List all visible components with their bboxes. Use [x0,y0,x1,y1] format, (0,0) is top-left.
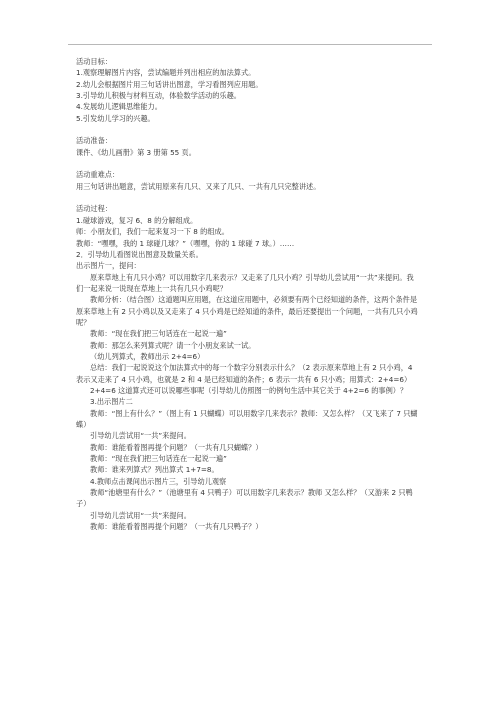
spacer [76,158,420,169]
process-line: 引导幼儿尝试用“一共”来提问。 [90,510,191,520]
process-line: 教师：那怎么来列算式呢？请一个小朋友来试一试。 [90,340,256,350]
process-line: 1.碰球游戏，复习 6、8 的分解组成。 [76,215,198,225]
goal-item: 2.幼儿会根据图片用三句话讲出图意，学习看图列应用题。 [76,79,263,89]
document-body [76,56,420,532]
process-heading: 活动过程： [76,204,112,214]
spacer [76,192,420,203]
top-divider [68,44,432,45]
process-line: 出示图片一，提问： [76,261,141,271]
goal-item: 4.发展幼儿逻辑思维能力。 [76,102,162,112]
process-line: 教师：“现在我们把三句话连在一起说一遍” [90,329,227,339]
prep-text: 课件、《幼儿画册》第 3 册第 55 页。 [76,147,196,157]
process-line: 2+4=6 这道算式还可以说哪些事呢（引导幼儿仿照图一的例句生活中其它关于 4+2=6 的事例）？ [90,385,408,395]
process-line: 教师：谁能看着图再提个问题？（一共有几只蝴蝶？） [90,442,263,452]
process-line: 教师“池塘里有什么？”（池塘里有 4 只鸭子）可以用数字几来表示？教师 又怎么样？（又游来 2 只鸭子） [76,488,413,509]
process-line: 原来草地上有几只小鸡？可以用数字几来表示？又走来了几只小鸡？引导幼儿尝试用“一共”来提问。我们一起来说一说现在草地上一共有几只小鸡呢？ [76,272,414,293]
process-line: 4.教师点击课间出示图片三，引导幼儿观察 [90,476,227,486]
process-line: 教师：“现在我们把三句话连在一起说一遍” [90,454,227,464]
prep-heading: 活动准备： [76,136,112,146]
process-line: 2．引导幼儿看图说出图意及数量关系。 [76,249,203,259]
process-line: 教师：谁来列算式？列出算式 1+7=8。 [90,465,219,475]
process-line: 引导幼儿尝试用“一共”来提问。 [90,431,191,441]
process-line: 师：小朋友们，我们一起来复习一下 8 的组成。 [76,227,229,237]
process-line: 总结：我们一起说说这个加法算式中的每一个数字分别表示什么？（2 表示原来草地上有 2 只小鸡，4 表示又走来了 4 只小鸡，也就是 2 和 4 是已经知道的条件；6 表示一共有 6 只小鸡；用算式：2+4=6） [76,363,413,384]
process-line: 教师分析：（结合图）这道题叫应用题，在这道应用题中，必须要有两个已经知道的条件，这两个条件是 原来草地上有 2 只小鸡以及又走来了 4 只小鸡是已经知道的条件，最后还要提出一个问题，一共有几只小鸡呢？ [76,295,418,327]
process-line: 教师：“图上有什么？”（图上有 1 只蝴蝶）可以用数字几来表示？教师：又怎么样？（又飞来了 7 只蝴蝶） [76,408,418,429]
key-text: 用三句话讲出题意，尝试用原来有几只、又来了几只、一共有几只完整讲述。 [76,181,321,191]
goal-item: 5.引发幼儿学习的兴趣。 [76,113,155,123]
goal-item: 3.引导幼儿积极与材料互动，体验数学活动的乐趣。 [76,91,241,101]
process-line: （幼儿列算式，教师出示 2+4=6） [90,351,205,361]
process-line: 3.出示图片二 [90,397,133,407]
goals-heading: 活动目标： [76,57,112,66]
process-line: 教师：“嘿嘿，我的 1 球碰几球？”（嘿嘿，你的 1 球碰 7 球。）…… [76,238,295,248]
goal-item: 1.观察理解图片内容，尝试编题并列出相应的加法算式。 [76,68,256,78]
key-heading: 活动重难点： [76,170,120,180]
spacer [76,124,420,135]
process-line: 教师：谁能看着图再提个问题？（一共有几只鸭子？） [90,522,263,532]
